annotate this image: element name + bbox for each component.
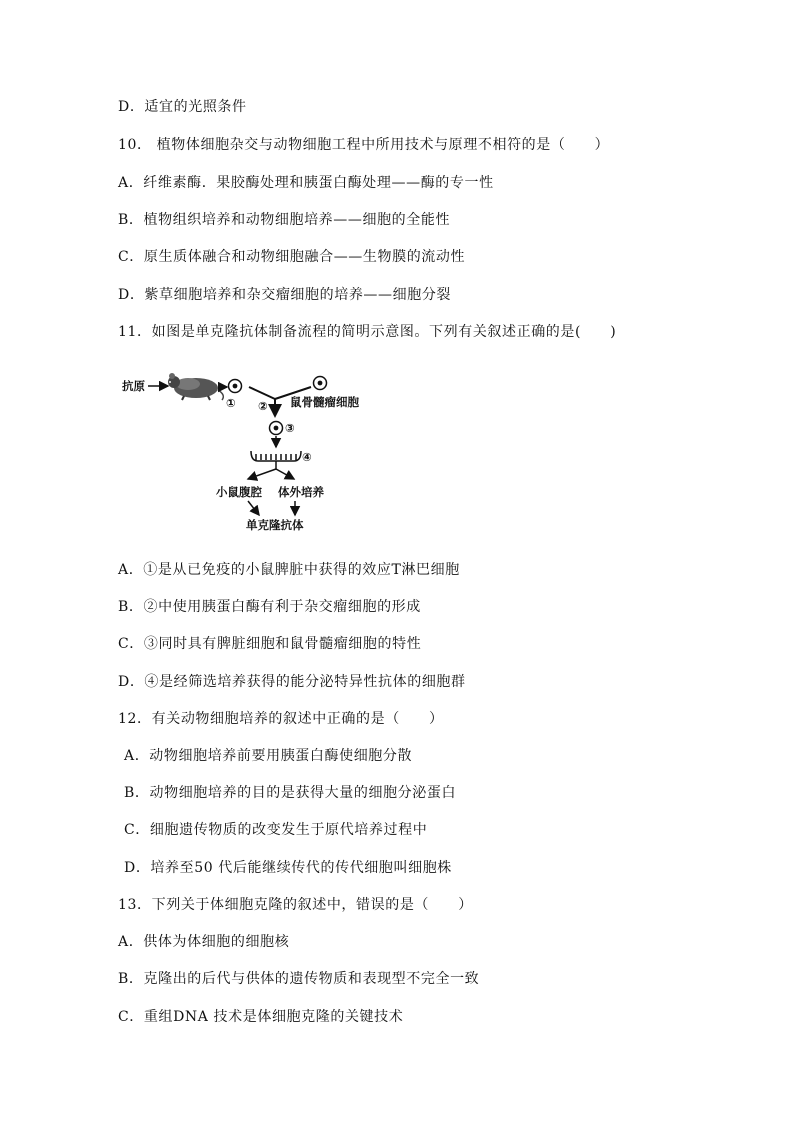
product-label: 单克隆抗体 [246,518,304,532]
q13-option-a: A．供体为体细胞的细胞核 [118,934,290,950]
mouse-image [168,373,223,400]
myeloma-label: 鼠骨髓瘤细胞 [290,395,359,409]
q12-option-b: B．动物细胞培养的目的是获得大量的细胞分泌蛋白 [124,785,457,801]
marker-2: ② [258,399,268,413]
abdomen-label: 小鼠腹腔 [216,485,262,499]
q9-option-d: D．适宜的光照条件 [118,99,247,115]
spleen-cell-icon [229,380,242,393]
q13-option-c: C．重组DNA 技术是体细胞克隆的关键技术 [118,1009,404,1025]
culture-plate-icon [251,451,301,461]
q13-option-b: B．克隆出的后代与供体的遗传物质和表现型不完全一致 [118,971,480,987]
q10-option-c: C．原生质体融合和动物细胞融合——生物膜的流动性 [118,249,466,265]
marker-4: ④ [302,450,312,464]
marker-3: ③ [285,421,295,435]
q11-option-a: A．①是从已免疫的小鼠脾脏中获得的效应T淋巴细胞 [118,562,460,578]
in-vitro-label: 体外培养 [278,485,324,499]
q11-option-b: B．②中使用胰蛋白酶有利于杂交瘤细胞的形成 [118,599,421,615]
q12-option-d: D．培养至50 代后能继续传代的传代细胞叫细胞株 [124,860,452,876]
split-lines [248,461,294,479]
q12-option-c: C．细胞遗传物质的改变发生于原代培养过程中 [124,822,428,838]
product-arrows [248,501,295,515]
q12-stem: 12．有关动物细胞培养的叙述中正确的是（ ） [118,711,444,727]
q11-stem: 11．如图是单克隆抗体制备流程的简明示意图。下列有关叙述正确的是( ) [118,324,617,340]
q10-option-d: D．紫草细胞培养和杂交瘤细胞的培养——细胞分裂 [118,287,452,303]
hybridoma-cell-icon [270,422,283,435]
q11-option-d: D．④是经筛选培养获得的能分泌特异性抗体的细胞群 [118,674,466,690]
q13-stem: 13．下列关于体细胞克隆的叙述中，错误的是（ ） [118,897,473,913]
q10-option-a: A．纤维素酶．果胶酶处理和胰蛋白酶处理——酶的专一性 [118,175,494,191]
q10-stem: 10． 植物体细胞杂交与动物细胞工程中所用技术与原理不相符的是（ ） [118,137,610,153]
q10-option-b: B．植物组织培养和动物细胞培养——细胞的全能性 [118,212,451,228]
myeloma-cell-icon [314,377,327,390]
q12-option-a: A．动物细胞培养前要用胰蛋白酶使细胞分散 [124,748,413,764]
antigen-label: 抗原 [122,379,145,393]
monoclonal-antibody-diagram [118,365,378,535]
marker-1: ① [226,396,236,410]
q11-option-c: C．③同时具有脾脏细胞和鼠骨髓瘤细胞的特性 [118,636,422,652]
